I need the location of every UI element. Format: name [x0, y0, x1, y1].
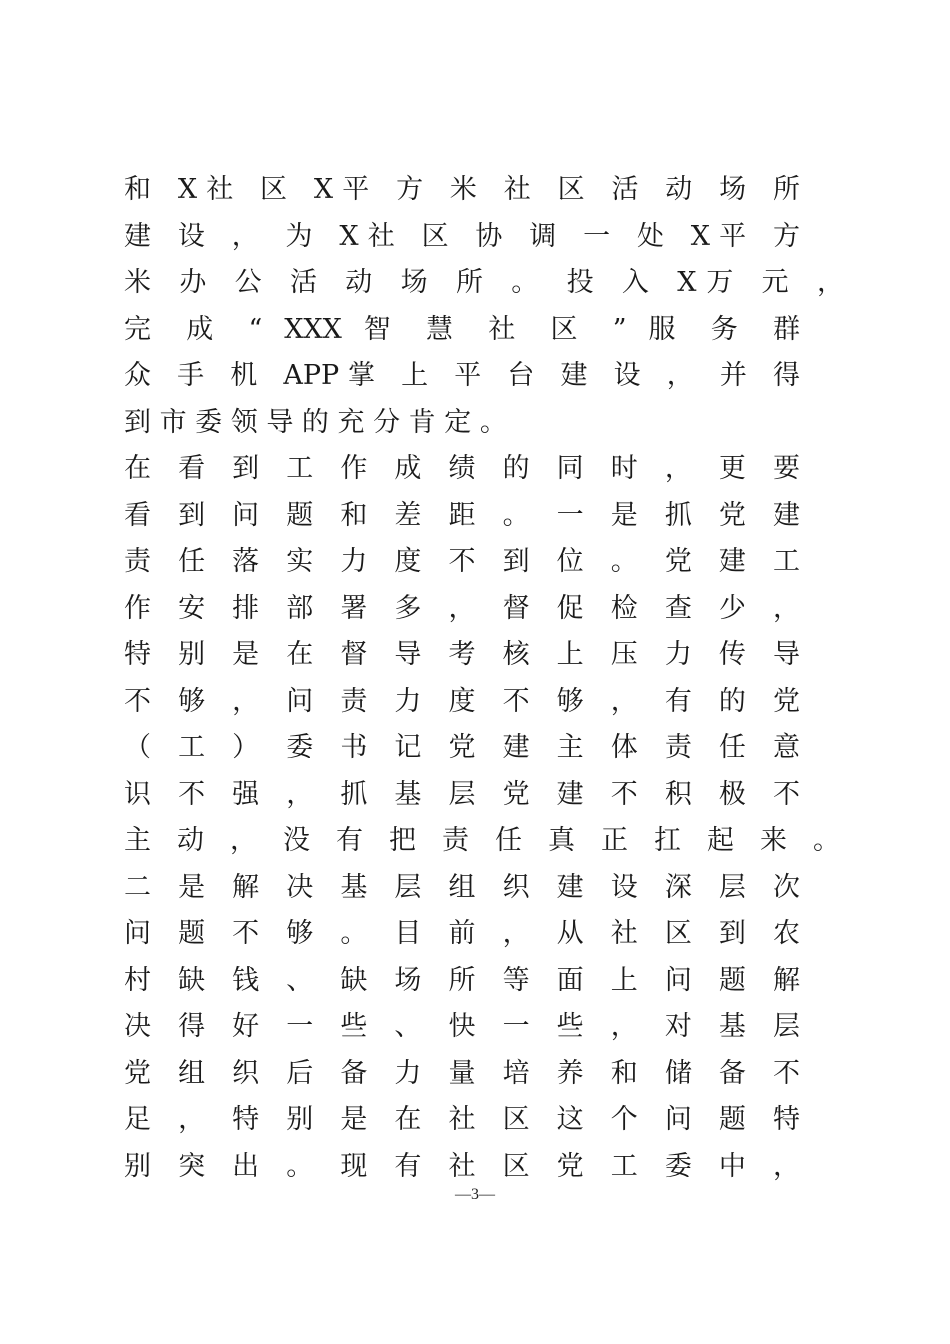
text-line: 问 题 不 够 。 目 前 ， 从 社 区 到 农 [124, 918, 800, 949]
text-line: 识 不 强 ， 抓 基 层 党 建 不 积 极 不 [124, 778, 800, 810]
text-line: 决 得 好 一 些 、 快 一 些 ， 对 基 层 [124, 1011, 800, 1042]
text-line: 众 手 机 APP掌 上 平 台 建 设 ， 并 得 [124, 360, 800, 391]
text-line: 特 别 是 在 督 导 考 核 上 压 力 传 导 [124, 639, 800, 670]
text-line: 别 突 出 。 现 有 社 区 党 工 委 中 ， [124, 1150, 800, 1182]
text-line: 主 动 ， 没 有 把 责 任 真 正 扛 起 来 。 [124, 825, 840, 856]
text-line: （ 工 ） 委 书 记 党 建 主 体 责 任 意 [124, 732, 800, 763]
body-text [124, 167, 844, 1190]
page-number: —3— [455, 1186, 495, 1203]
text-line: 在 看 到 工 作 成 绩 的 同 时 ， 更 要 [124, 453, 800, 484]
text-line: 建 设 ， 为 X社 区 协 调 一 处 X平 方 [124, 220, 800, 252]
text-line: 米 办 公 活 动 场 所 。 投 入 X万 元 ， [124, 267, 844, 298]
text-line: 党 组 织 后 备 力 量 培 养 和 储 备 不 [124, 1057, 800, 1089]
text-line: 完 成 “ XXX 智 慧 社 区 ” 服 务 群 [124, 313, 800, 345]
text-line: 责 任 落 实 力 度 不 到 位 。 党 建 工 [124, 546, 800, 577]
text-line: 和 X社 区 X平 方 米 社 区 活 动 场 所 [124, 174, 800, 205]
text-line: 足 ， 特 别 是 在 社 区 这 个 问 题 特 [124, 1104, 800, 1135]
text-line: 看 到 问 题 和 差 距 。 一 是 抓 党 建 [124, 499, 800, 531]
text-line: 作 安 排 部 署 多 ， 督 促 检 查 少 ， [124, 592, 800, 624]
text-line: 村 缺 钱 、 缺 场 所 等 面 上 问 题 解 [124, 964, 800, 996]
text-line: 到 市 委 领 导 的 充 分 肯 定 。 [124, 406, 507, 438]
text-line: 不 够 ， 问 责 力 度 不 够 ， 有 的 党 [124, 685, 800, 717]
text-line: 二 是 解 决 基 层 组 织 建 设 深 层 次 [124, 871, 800, 903]
